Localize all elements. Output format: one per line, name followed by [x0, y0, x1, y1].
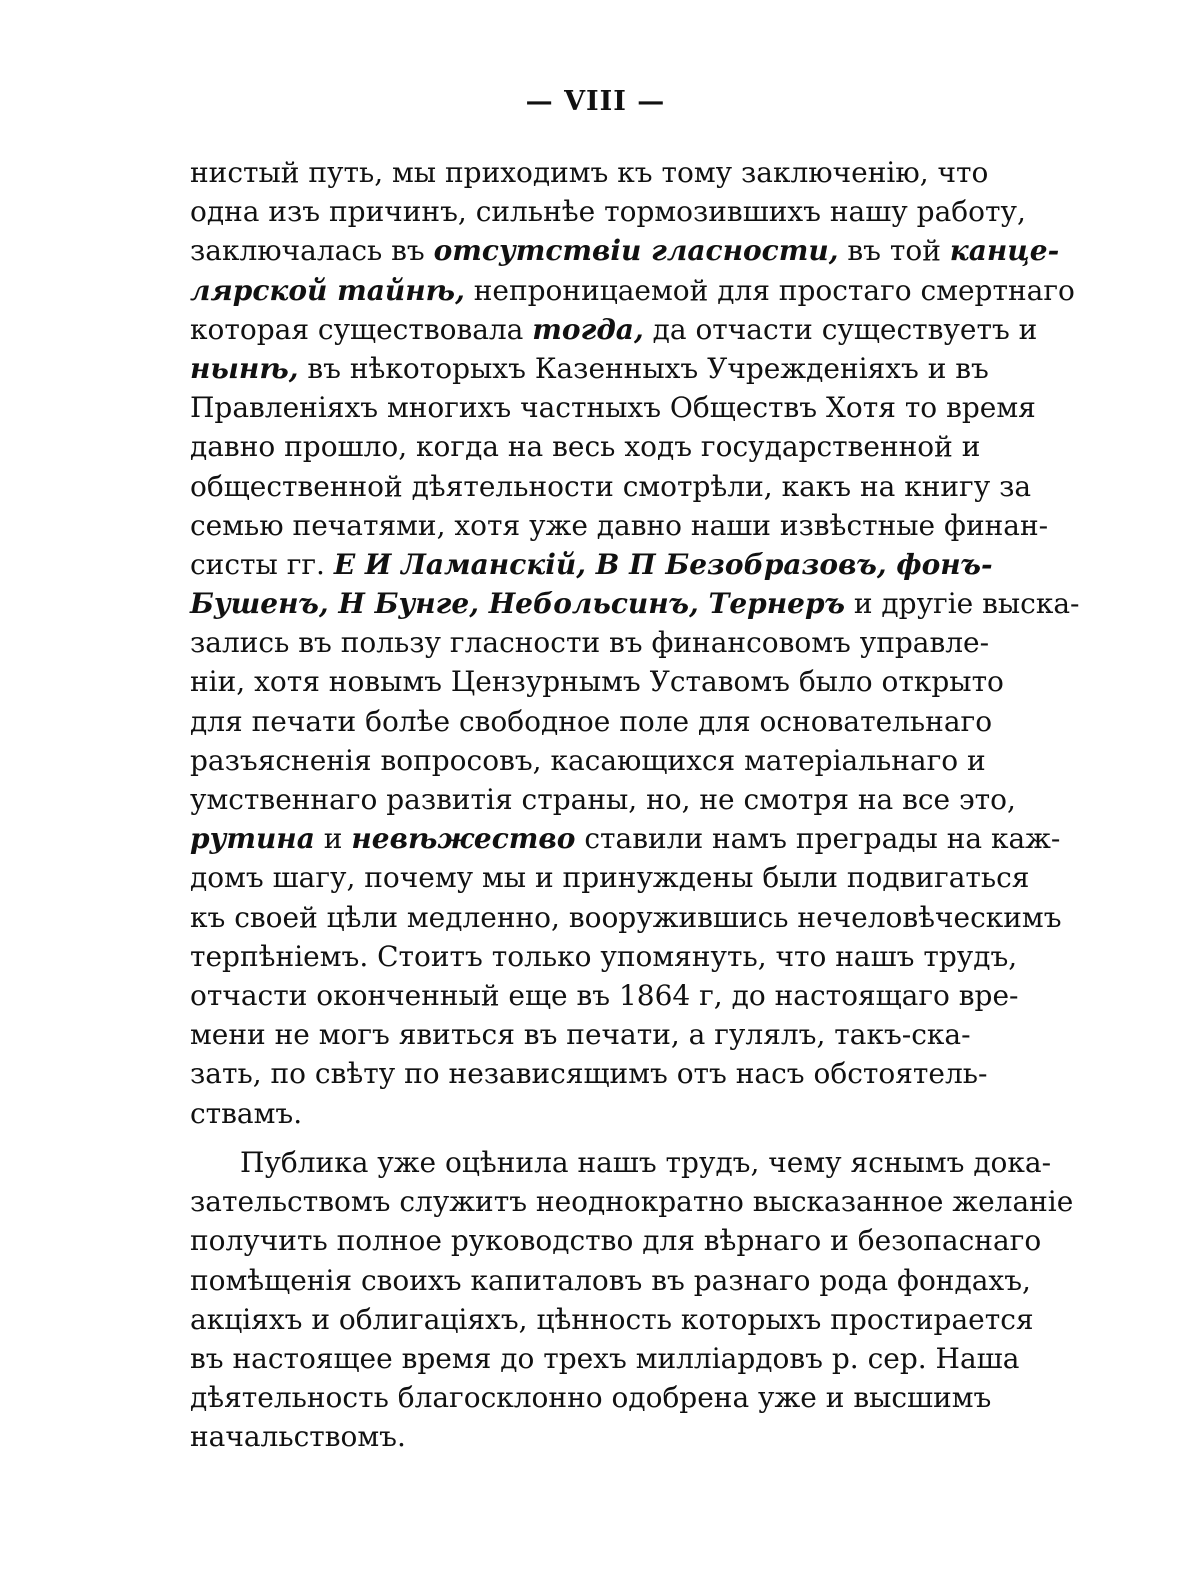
italic-phrase: Бушенъ, Н Бунге, Небольсинъ, Тернеръ [190, 587, 845, 621]
text-line [190, 584, 1080, 623]
page-header: — VIII — [525, 86, 666, 117]
italic-phrase: канце- [949, 234, 1060, 268]
text-line: терпѣніемъ. Стоитъ только упомянуть, что нашъ трудъ, [190, 939, 1018, 973]
text-line: нистый путь, мы приходимъ къ тому заключенію, что [190, 156, 989, 189]
text-line [190, 349, 989, 388]
text-segment: которая существовала [190, 312, 533, 346]
text-line: въ настоящее время до трехъ милліардовъ р. сер. Наша [190, 1341, 1020, 1375]
paragraph-2 [190, 1143, 1074, 1457]
text-line: получить полное руководство для вѣрнаго и безопаснаго [190, 1224, 1042, 1258]
text-segment: да отчасти существуетъ и [643, 312, 1038, 346]
text-segment: въ той [838, 234, 950, 268]
text-segment: и [314, 822, 352, 856]
text-line: для печати болѣе свободное поле для основательнаго [190, 704, 993, 738]
text-line [190, 819, 1061, 858]
text-line: дѣятельность благосклонно одобрена уже и высшимъ [190, 1381, 992, 1415]
text-line [190, 545, 993, 584]
text-line [190, 310, 1038, 349]
italic-phrase: лярской тайнѣ, [190, 273, 465, 307]
text-line: Правленіяхъ многихъ частныхъ Обществъ Хотя то время [190, 391, 1036, 425]
text-line: семью печатями, хотя уже давно наши извѣстные финан- [190, 508, 1049, 542]
text-line: отчасти оконченный еще въ 1864 г, до настоящаго вре- [190, 978, 1019, 1012]
text-line: зательствомъ служитъ неоднократно высказанное желаніе [190, 1185, 1074, 1219]
text-segment: систы гг. [190, 547, 334, 581]
italic-phrase: отсутствіи гласности, [433, 234, 839, 268]
text-segment: и другіе выска- [844, 587, 1080, 621]
text-line: ствамъ. [190, 1096, 303, 1130]
text-line: мени не могъ явиться въ печати, а гулялъ, такъ-ска- [190, 1018, 971, 1052]
text-line: ніи, хотя новымъ Цензурнымъ Уставомъ было открыто [190, 665, 1004, 699]
text-segment: въ нѣкоторыхъ Казенныхъ Учрежденіяхъ и въ [298, 351, 989, 385]
text-line: зать, по свѣту по независящимъ отъ насъ обстоятель- [190, 1057, 988, 1091]
text-line: домъ шагу, почему мы и принуждены были подвигаться [190, 861, 1030, 895]
text-line: къ своей цѣли медленно, вооружившись нечеловѣческимъ [190, 900, 1062, 934]
text-line: разъясненія вопросовъ, касающихся матеріальнаго и [190, 743, 986, 777]
italic-phrase: нынѣ, [190, 351, 299, 385]
text-line: зались въ пользу гласности въ финансовомъ управле- [190, 626, 990, 660]
italic-phrase: Е И Ламанскій, В П Безобразовъ, фонъ- [333, 547, 993, 581]
text-line: акціяхъ и облигаціяхъ, цѣнность которыхъ простирается [190, 1302, 1034, 1336]
text-line: Публика уже оцѣнила нашъ трудъ, чему яснымъ дока- [240, 1146, 1052, 1179]
italic-phrase: невѣжество [351, 822, 576, 856]
text-line: умственнаго развитія страны, но, не смотря на все это, [190, 783, 1016, 816]
text-line: давно прошло, когда на весь ходъ государственной и [190, 430, 981, 464]
paragraph-1 [190, 153, 1080, 1133]
text-line: одна изъ причинъ, сильнѣе тормозившихъ нашу работу, [190, 195, 1026, 229]
italic-phrase: рутина [190, 822, 315, 856]
text-line: общественной дѣятельности смотрѣли, какъ на книгу за [190, 469, 1032, 503]
text-line [190, 231, 1060, 270]
text-line: начальствомъ. [190, 1420, 406, 1454]
text-segment: непроницаемой для простаго смертнаго [464, 273, 1075, 307]
italic-phrase: тогда, [532, 312, 644, 346]
text-line [190, 271, 1075, 310]
text-segment: заключалась въ [190, 234, 434, 268]
text-segment: ставили намъ преграды на каж- [575, 822, 1061, 856]
text-line: помѣщенія своихъ капиталовъ въ разнаго рода фондахъ, [190, 1263, 1031, 1297]
